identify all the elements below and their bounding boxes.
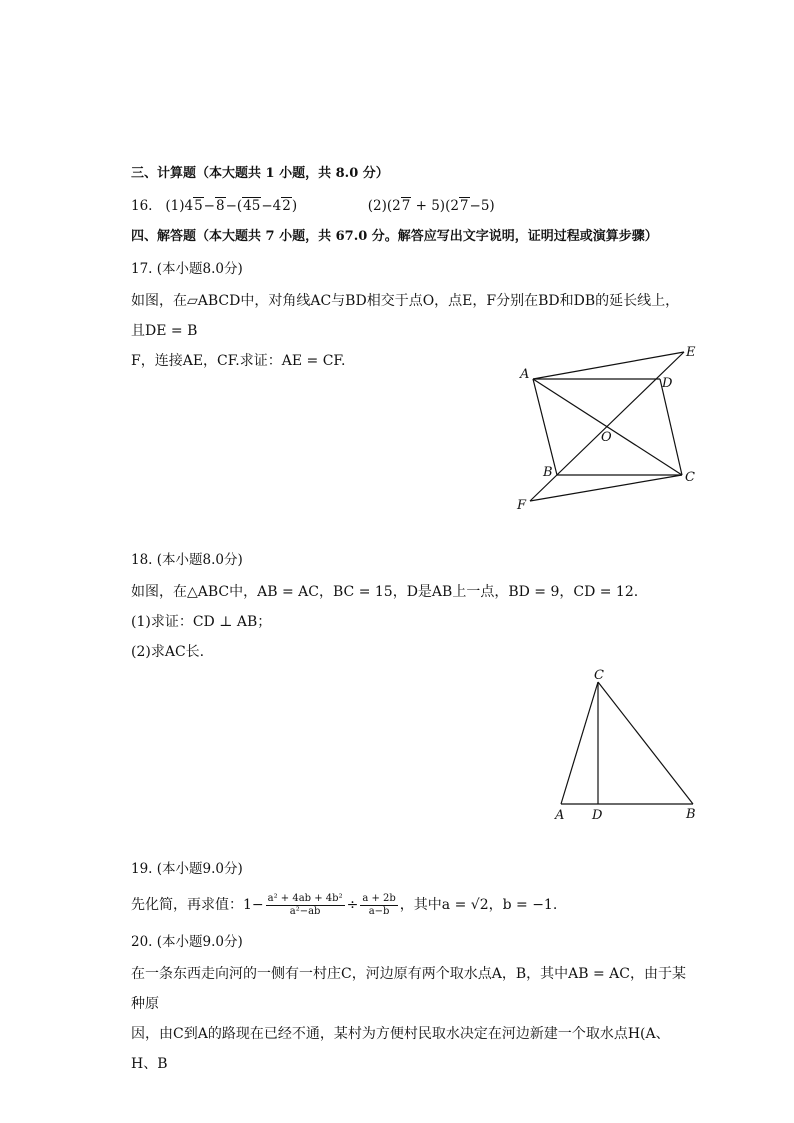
q18-line3: (2)求AC长. [131, 644, 205, 660]
q18-label-b: B [686, 807, 696, 822]
q16-part1-label: (1) [165, 198, 185, 214]
q19-fraction2 [360, 893, 397, 918]
q17-header: 17. (本小题8.0分) [131, 261, 243, 277]
q20-text [131, 959, 691, 1079]
q18-line1: 如图，在△ABC中，AB = AC，BC = 15，D是AB上一点，BD = 9，CD = 12. [131, 584, 639, 600]
q18-figure [548, 662, 708, 827]
q17-line2: F，连接AE，CF.求证：AE = CF. [131, 353, 346, 369]
q20-line2: 因，由C到A的路现在已经不通，某村为方便村民取水决定在河边新建一个取水点H(A、H、B [131, 1026, 670, 1072]
q17-label-a: A [520, 367, 530, 382]
q16-expr1: 45−8−(45−42) [184, 198, 298, 214]
q16-line [131, 195, 495, 217]
q16-number: 16. [131, 198, 153, 214]
q19-suffix: ，其中a = √2，b = −1. [399, 897, 558, 913]
q17-figure [510, 340, 710, 515]
q17-label-e: E [686, 345, 696, 360]
q19-fraction1 [266, 893, 345, 918]
q17-label-d: D [662, 376, 673, 391]
q19-frac1-numerator: a² + 4ab + 4b² [267, 892, 343, 904]
q19-header: 19. (本小题9.0分) [131, 861, 243, 877]
q18-label-c: C [594, 668, 604, 683]
q19-frac2-denominator: a−b [368, 905, 390, 917]
q16-part2-label: (2) [367, 198, 387, 214]
q16-expr2: (27 + 5)(27−5) [386, 198, 495, 214]
q20-header: 20. (本小题9.0分) [131, 934, 243, 950]
q17-label-o: O [601, 430, 612, 445]
q17-line1: 如图，在▱ABCD中，对角线AC与BD相交于点O，点E，F分别在BD和DB的延长线上，且DE = B [131, 293, 680, 339]
q18-text [131, 577, 691, 667]
q19-expression [131, 888, 557, 922]
q17-label-f: F [517, 498, 527, 513]
q18-label-d: D [592, 808, 603, 823]
q17-label-b: B [543, 465, 553, 480]
q18-header: 18. (本小题8.0分) [131, 552, 243, 568]
section4-heading: 四、解答题（本大题共 7 小题，共 67.0 分。解答应写出文字说明，证明过程或演算步骤） [131, 229, 658, 244]
section3-heading: 三、计算题（本大题共 1 小题，共 8.0 分） [131, 166, 389, 181]
q17-label-c: C [685, 470, 695, 485]
q19-frac2-numerator: a + 2b [362, 892, 396, 904]
q19-frac1-denominator: a²−ab [289, 905, 321, 917]
q18-label-a: A [555, 808, 565, 823]
q18-line2: (1)求证：CD ⊥ AB； [131, 614, 272, 630]
q20-line1: 在一条东西走向河的一侧有一村庄C，河边原有两个取水点A，B，其中AB = AC，由于某种原 [131, 966, 686, 1012]
q19-prefix: 先化简，再求值：1− [131, 897, 264, 913]
q19-div-sign: ÷ [346, 897, 359, 913]
